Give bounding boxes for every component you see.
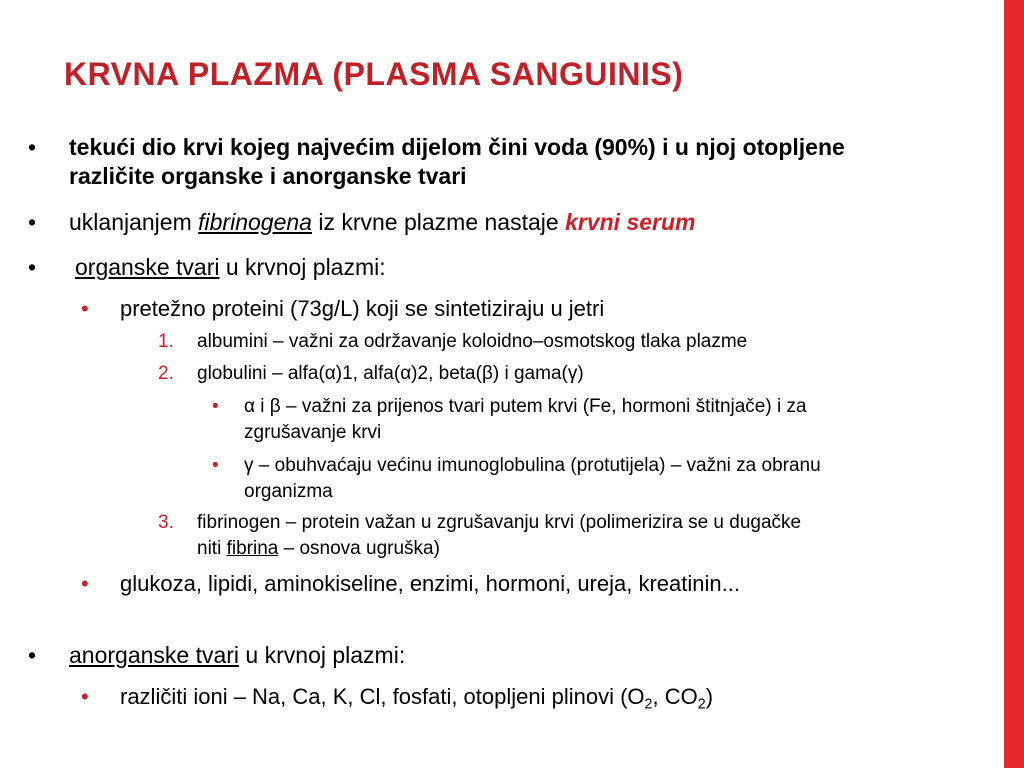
item-serum-pre: uklanjanjem — [69, 209, 199, 235]
item-plasma-definition-line1: tekući dio krvi kojeg najvećim dijelom čini voda (90%) i u njoj otopljene — [69, 134, 845, 160]
item-alfa-beta-line1: α i β – važni za prijenos tvari putem krvi (Fe, hormoni štitnjače) i za — [244, 396, 807, 417]
subscript-o2: 2 — [644, 696, 653, 713]
bullet-sub: • — [81, 571, 89, 596]
item-gama-line2: organizma — [244, 481, 333, 502]
item-ions — [120, 684, 714, 713]
number-1: 1. — [158, 331, 174, 352]
item-organic-rest: u krvnoj plazmi: — [219, 254, 386, 280]
slide-title: KRVNA PLAZMA (PLASMA SANGUINIS) — [64, 56, 684, 92]
bullet-top: • — [28, 254, 37, 280]
term-organske-tvari: organske tvari — [75, 254, 220, 280]
item-gama-line1: γ – obuhvaćaju većinu imunoglobulina (protutijela) – važni za obranu — [244, 455, 821, 476]
bullet-sub: • — [81, 296, 89, 321]
bullet-sub: • — [81, 684, 89, 709]
bullet-top: • — [28, 642, 37, 668]
item-inorganic-rest: u krvnoj plazmi: — [239, 642, 406, 668]
item-fibrinogen-line2 — [197, 538, 440, 560]
term-fibrina: fibrina — [226, 538, 279, 559]
number-3: 3. — [158, 512, 174, 533]
item-ions-pre: različiti ioni – Na, Ca, K, Cl, fosfati, otopljeni plinovi (O — [120, 684, 645, 709]
item-globulini: globulini – alfa(α)1, alfa(α)2, beta(β) i gama(γ) — [197, 363, 584, 384]
item-organic — [75, 254, 386, 281]
accent-bar — [1004, 0, 1024, 768]
term-krvni-serum: krvni serum — [565, 209, 696, 235]
item-alfa-beta-line2: zgrušavanje krvi — [244, 422, 382, 443]
term-fibrinogen: fibrinogena — [198, 209, 312, 235]
item-inorganic — [69, 642, 405, 669]
term-anorganske-tvari: anorganske tvari — [69, 642, 240, 668]
number-2: 2. — [158, 363, 174, 384]
item-other-organic: glukoza, lipidi, aminokiseline, enzimi, hormoni, ureja, kreatinin... — [120, 571, 740, 596]
bullet-top: • — [28, 134, 37, 160]
bullet-sub: • — [212, 455, 219, 476]
bullet-top: • — [28, 209, 37, 235]
subscript-co2: 2 — [697, 696, 706, 713]
item-ions-end: ) — [705, 684, 714, 709]
item-serum-mid: iz krvne plazme nastaje — [311, 209, 566, 235]
item-ions-mid: , CO — [652, 684, 698, 709]
item-plasma-definition-line2: različite organske i anorganske tvari — [69, 163, 467, 189]
item-fibrinogen-rest: – osnova ugruška) — [278, 538, 440, 559]
item-fibrinogen-pre: niti — [197, 538, 227, 559]
item-fibrinogen-line1: fibrinogen – protein važan u zgrušavanju krvi (polimerizira se u dugačke — [197, 512, 802, 533]
item-serum — [69, 209, 695, 236]
item-proteins: pretežno proteini (73g/L) koji se sintetiziraju u jetri — [120, 296, 605, 321]
item-albumini: albumini – važni za održavanje koloidno–osmotskog tlaka plazme — [197, 331, 748, 352]
bullet-sub: • — [212, 396, 219, 417]
